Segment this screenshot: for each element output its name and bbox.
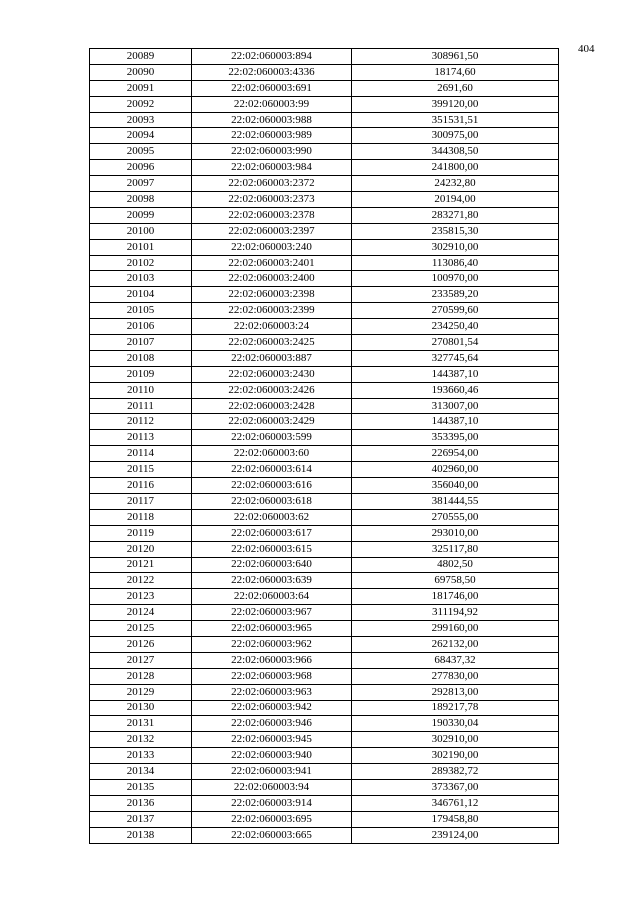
- value-cell: 234250,40: [352, 319, 559, 335]
- row-number-cell: 20131: [90, 716, 192, 732]
- cadastral-number-cell: 22:02:060003:695: [192, 811, 352, 827]
- cadastral-number-cell: 22:02:060003:963: [192, 684, 352, 700]
- cadastral-number-cell: 22:02:060003:665: [192, 827, 352, 843]
- table-row: [90, 605, 559, 621]
- row-number-cell: 20112: [90, 414, 192, 430]
- table-row: [90, 239, 559, 255]
- row-number-cell: 20113: [90, 430, 192, 446]
- table-row: [90, 350, 559, 366]
- cadastral-number-cell: 22:02:060003:2428: [192, 398, 352, 414]
- value-cell: 346761,12: [352, 795, 559, 811]
- table-row: [90, 112, 559, 128]
- cadastral-number-cell: 22:02:060003:60: [192, 446, 352, 462]
- value-cell: 179458,80: [352, 811, 559, 827]
- value-cell: 18174,60: [352, 64, 559, 80]
- value-cell: 233589,20: [352, 287, 559, 303]
- row-number-cell: 20130: [90, 700, 192, 716]
- cadastral-number-cell: 22:02:060003:990: [192, 144, 352, 160]
- row-number-cell: 20105: [90, 303, 192, 319]
- cadastral-number-cell: 22:02:060003:2373: [192, 192, 352, 208]
- cadastral-number-cell: 22:02:060003:64: [192, 589, 352, 605]
- cadastral-number-cell: 22:02:060003:968: [192, 668, 352, 684]
- row-number-cell: 20138: [90, 827, 192, 843]
- table-row: [90, 716, 559, 732]
- cadastral-number-cell: 22:02:060003:2398: [192, 287, 352, 303]
- row-number-cell: 20096: [90, 160, 192, 176]
- table-row: [90, 49, 559, 65]
- row-number-cell: 20129: [90, 684, 192, 700]
- cadastral-number-cell: 22:02:060003:967: [192, 605, 352, 621]
- table-row: [90, 319, 559, 335]
- value-cell: 402960,00: [352, 462, 559, 478]
- row-number-cell: 20115: [90, 462, 192, 478]
- table-row: [90, 795, 559, 811]
- value-cell: 300975,00: [352, 128, 559, 144]
- value-cell: 144387,10: [352, 414, 559, 430]
- value-cell: 20194,00: [352, 192, 559, 208]
- row-number-cell: 20093: [90, 112, 192, 128]
- cadastral-number-cell: 22:02:060003:618: [192, 493, 352, 509]
- table-row: [90, 96, 559, 112]
- row-number-cell: 20097: [90, 176, 192, 192]
- table-row: [90, 573, 559, 589]
- data-table: [89, 48, 559, 844]
- row-number-cell: 20134: [90, 764, 192, 780]
- table-row: [90, 271, 559, 287]
- value-cell: 241800,00: [352, 160, 559, 176]
- row-number-cell: 20118: [90, 509, 192, 525]
- row-number-cell: 20125: [90, 621, 192, 637]
- value-cell: 381444,55: [352, 493, 559, 509]
- cadastral-number-cell: 22:02:060003:984: [192, 160, 352, 176]
- table-row: [90, 366, 559, 382]
- row-number-cell: 20124: [90, 605, 192, 621]
- table-row: [90, 128, 559, 144]
- value-cell: 226954,00: [352, 446, 559, 462]
- table-row: [90, 446, 559, 462]
- cadastral-number-cell: 22:02:060003:2372: [192, 176, 352, 192]
- cadastral-number-cell: 22:02:060003:99: [192, 96, 352, 112]
- table-row: [90, 207, 559, 223]
- row-number-cell: 20123: [90, 589, 192, 605]
- row-number-cell: 20103: [90, 271, 192, 287]
- table-row: [90, 398, 559, 414]
- value-cell: 181746,00: [352, 589, 559, 605]
- row-number-cell: 20089: [90, 49, 192, 65]
- table-row: [90, 382, 559, 398]
- cadastral-number-cell: 22:02:060003:941: [192, 764, 352, 780]
- table-row: [90, 478, 559, 494]
- cadastral-number-cell: 22:02:060003:945: [192, 732, 352, 748]
- row-number-cell: 20137: [90, 811, 192, 827]
- table-row: [90, 668, 559, 684]
- value-cell: 144387,10: [352, 366, 559, 382]
- row-number-cell: 20133: [90, 748, 192, 764]
- cadastral-number-cell: 22:02:060003:2426: [192, 382, 352, 398]
- row-number-cell: 20117: [90, 493, 192, 509]
- table-row: [90, 509, 559, 525]
- row-number-cell: 20127: [90, 652, 192, 668]
- row-number-cell: 20092: [90, 96, 192, 112]
- value-cell: 289382,72: [352, 764, 559, 780]
- value-cell: 277830,00: [352, 668, 559, 684]
- value-cell: 293010,00: [352, 525, 559, 541]
- table-row: [90, 223, 559, 239]
- cadastral-number-cell: 22:02:060003:2429: [192, 414, 352, 430]
- value-cell: 190330,04: [352, 716, 559, 732]
- row-number-cell: 20104: [90, 287, 192, 303]
- value-cell: 270599,60: [352, 303, 559, 319]
- row-number-cell: 20132: [90, 732, 192, 748]
- cadastral-number-cell: 22:02:060003:2400: [192, 271, 352, 287]
- row-number-cell: 20091: [90, 80, 192, 96]
- cadastral-number-cell: 22:02:060003:24: [192, 319, 352, 335]
- cadastral-number-cell: 22:02:060003:640: [192, 557, 352, 573]
- value-cell: 4802,50: [352, 557, 559, 573]
- value-cell: 344308,50: [352, 144, 559, 160]
- row-number-cell: 20109: [90, 366, 192, 382]
- table-row: [90, 303, 559, 319]
- cadastral-number-cell: 22:02:060003:4336: [192, 64, 352, 80]
- row-number-cell: 20102: [90, 255, 192, 271]
- value-cell: 283271,80: [352, 207, 559, 223]
- table-row: [90, 176, 559, 192]
- table-row: [90, 827, 559, 843]
- cadastral-number-cell: 22:02:060003:639: [192, 573, 352, 589]
- table-row: [90, 700, 559, 716]
- value-cell: 239124,00: [352, 827, 559, 843]
- table-row: [90, 621, 559, 637]
- cadastral-number-cell: 22:02:060003:966: [192, 652, 352, 668]
- row-number-cell: 20122: [90, 573, 192, 589]
- cadastral-number-cell: 22:02:060003:62: [192, 509, 352, 525]
- cadastral-number-cell: 22:02:060003:965: [192, 621, 352, 637]
- row-number-cell: 20101: [90, 239, 192, 255]
- table-row: [90, 414, 559, 430]
- value-cell: 302190,00: [352, 748, 559, 764]
- table-row: [90, 557, 559, 573]
- value-cell: 327745,64: [352, 350, 559, 366]
- table-row: [90, 255, 559, 271]
- table-row: [90, 64, 559, 80]
- row-number-cell: 20128: [90, 668, 192, 684]
- cadastral-number-cell: 22:02:060003:2401: [192, 255, 352, 271]
- value-cell: 299160,00: [352, 621, 559, 637]
- cadastral-number-cell: 22:02:060003:599: [192, 430, 352, 446]
- table-row: [90, 684, 559, 700]
- table-row: [90, 335, 559, 351]
- cadastral-number-cell: 22:02:060003:240: [192, 239, 352, 255]
- table-row: [90, 80, 559, 96]
- cadastral-number-cell: 22:02:060003:989: [192, 128, 352, 144]
- row-number-cell: 20106: [90, 319, 192, 335]
- value-cell: 235815,30: [352, 223, 559, 239]
- row-number-cell: 20136: [90, 795, 192, 811]
- value-cell: 302910,00: [352, 239, 559, 255]
- table-row: [90, 462, 559, 478]
- row-number-cell: 20090: [90, 64, 192, 80]
- value-cell: 325117,80: [352, 541, 559, 557]
- cadastral-number-cell: 22:02:060003:616: [192, 478, 352, 494]
- row-number-cell: 20095: [90, 144, 192, 160]
- value-cell: 351531,51: [352, 112, 559, 128]
- cadastral-number-cell: 22:02:060003:894: [192, 49, 352, 65]
- value-cell: 69758,50: [352, 573, 559, 589]
- row-number-cell: 20108: [90, 350, 192, 366]
- cadastral-number-cell: 22:02:060003:2430: [192, 366, 352, 382]
- row-number-cell: 20135: [90, 779, 192, 795]
- cadastral-number-cell: 22:02:060003:617: [192, 525, 352, 541]
- table-row: [90, 764, 559, 780]
- cadastral-number-cell: 22:02:060003:691: [192, 80, 352, 96]
- row-number-cell: 20126: [90, 636, 192, 652]
- row-number-cell: 20119: [90, 525, 192, 541]
- value-cell: 270555,00: [352, 509, 559, 525]
- row-number-cell: 20098: [90, 192, 192, 208]
- value-cell: 313007,00: [352, 398, 559, 414]
- cadastral-number-cell: 22:02:060003:946: [192, 716, 352, 732]
- value-cell: 262132,00: [352, 636, 559, 652]
- row-number-cell: 20110: [90, 382, 192, 398]
- value-cell: 193660,46: [352, 382, 559, 398]
- table-row: [90, 541, 559, 557]
- value-cell: 311194,92: [352, 605, 559, 621]
- row-number-cell: 20099: [90, 207, 192, 223]
- cadastral-number-cell: 22:02:060003:94: [192, 779, 352, 795]
- table-row: [90, 160, 559, 176]
- table-row: [90, 748, 559, 764]
- cadastral-number-cell: 22:02:060003:887: [192, 350, 352, 366]
- table-row: [90, 430, 559, 446]
- row-number-cell: 20100: [90, 223, 192, 239]
- row-number-cell: 20111: [90, 398, 192, 414]
- table-row: [90, 287, 559, 303]
- value-cell: 302910,00: [352, 732, 559, 748]
- value-cell: 2691,60: [352, 80, 559, 96]
- value-cell: 308961,50: [352, 49, 559, 65]
- value-cell: 353395,00: [352, 430, 559, 446]
- page-number: 404: [578, 43, 595, 55]
- table-row: [90, 732, 559, 748]
- cadastral-number-cell: 22:02:060003:988: [192, 112, 352, 128]
- data-table-container: [89, 48, 558, 844]
- value-cell: 292813,00: [352, 684, 559, 700]
- cadastral-number-cell: 22:02:060003:614: [192, 462, 352, 478]
- value-cell: 100970,00: [352, 271, 559, 287]
- table-row: [90, 493, 559, 509]
- table-row: [90, 779, 559, 795]
- value-cell: 189217,78: [352, 700, 559, 716]
- value-cell: 24232,80: [352, 176, 559, 192]
- cadastral-number-cell: 22:02:060003:2425: [192, 335, 352, 351]
- row-number-cell: 20116: [90, 478, 192, 494]
- cadastral-number-cell: 22:02:060003:940: [192, 748, 352, 764]
- value-cell: 68437,32: [352, 652, 559, 668]
- cadastral-number-cell: 22:02:060003:615: [192, 541, 352, 557]
- table-row: [90, 636, 559, 652]
- row-number-cell: 20114: [90, 446, 192, 462]
- cadastral-number-cell: 22:02:060003:2399: [192, 303, 352, 319]
- table-row: [90, 525, 559, 541]
- cadastral-number-cell: 22:02:060003:942: [192, 700, 352, 716]
- row-number-cell: 20120: [90, 541, 192, 557]
- table-row: [90, 811, 559, 827]
- table-body: [90, 49, 559, 844]
- table-row: [90, 192, 559, 208]
- row-number-cell: 20094: [90, 128, 192, 144]
- value-cell: 270801,54: [352, 335, 559, 351]
- cadastral-number-cell: 22:02:060003:914: [192, 795, 352, 811]
- cadastral-number-cell: 22:02:060003:962: [192, 636, 352, 652]
- cadastral-number-cell: 22:02:060003:2378: [192, 207, 352, 223]
- value-cell: 373367,00: [352, 779, 559, 795]
- table-row: [90, 652, 559, 668]
- value-cell: 356040,00: [352, 478, 559, 494]
- row-number-cell: 20121: [90, 557, 192, 573]
- value-cell: 113086,40: [352, 255, 559, 271]
- value-cell: 399120,00: [352, 96, 559, 112]
- table-row: [90, 144, 559, 160]
- cadastral-number-cell: 22:02:060003:2397: [192, 223, 352, 239]
- row-number-cell: 20107: [90, 335, 192, 351]
- table-row: [90, 589, 559, 605]
